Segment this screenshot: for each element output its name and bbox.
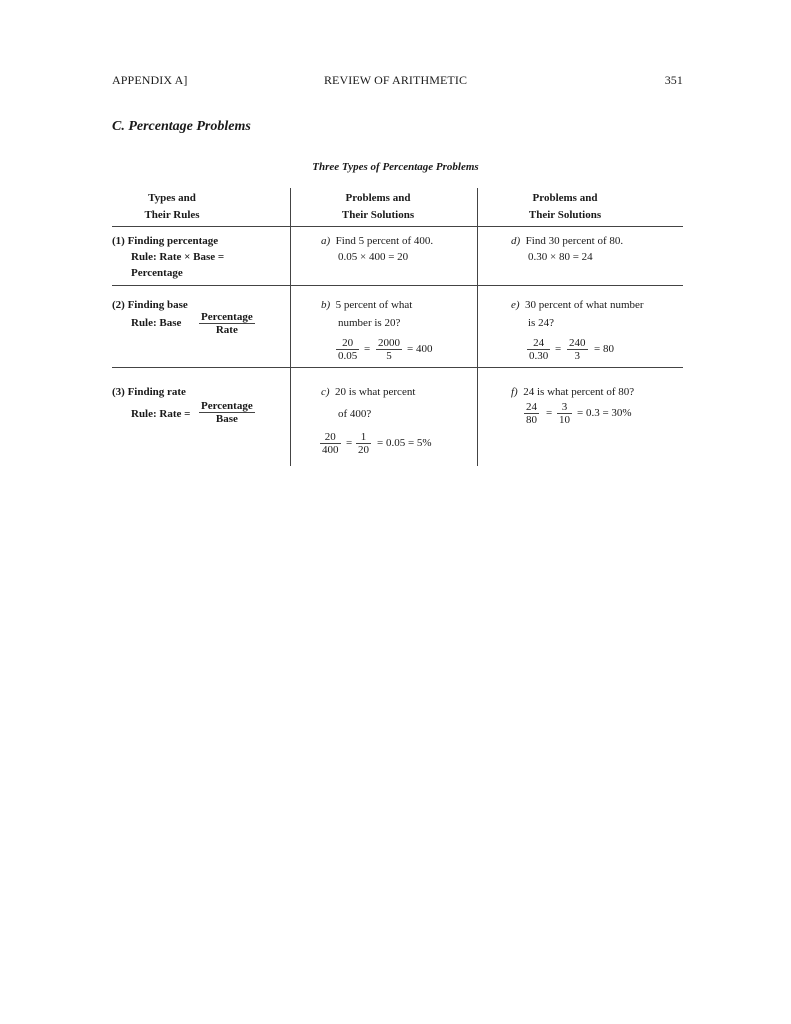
- problem-f-label: f): [511, 386, 518, 398]
- col1-head-line2: Their Rules: [144, 209, 200, 221]
- col3-head-line1: Problems and: [532, 192, 598, 204]
- problem-b-text2: number is 20?: [338, 317, 401, 329]
- problem-c-fraction1: [320, 431, 341, 456]
- problem-e-fraction1: [527, 337, 550, 362]
- problem-c-fraction2: [356, 431, 371, 456]
- fraction-denominator: 0.05: [338, 350, 358, 362]
- col3-head-line2: Their Solutions: [528, 209, 602, 221]
- row1-rule: Rule: Rate × Base =: [131, 251, 225, 263]
- row3-rule: Rule: Rate =: [131, 408, 191, 420]
- fraction-denominator: 3: [574, 350, 580, 362]
- equals-sign: =: [546, 407, 553, 419]
- fraction-denominator: 80: [526, 414, 537, 426]
- problem-a-label: a): [321, 235, 331, 247]
- equals-sign: =: [364, 343, 371, 355]
- problem-c-text2: of 400?: [338, 408, 372, 420]
- fraction-numerator: 2000: [378, 337, 400, 349]
- row1-type: (1) Finding percentage: [112, 235, 219, 247]
- row2-rule-denominator: Rate: [215, 324, 238, 336]
- problem-f-result: = 0.3 = 30%: [577, 407, 632, 419]
- fraction-denominator: 400: [322, 444, 339, 456]
- row2-type: (2) Finding base: [112, 299, 188, 311]
- problem-f-text: 24 is what percent of 80?: [523, 386, 635, 398]
- fraction-denominator: 0.30: [529, 350, 549, 362]
- column-divider-1: [290, 188, 291, 466]
- header-rule: [112, 226, 683, 227]
- fraction-numerator: 3: [557, 401, 572, 414]
- problem-d-text: Find 30 percent of 80.: [525, 235, 624, 247]
- fraction-denominator: 10: [559, 414, 570, 426]
- equals-sign: =: [555, 343, 562, 355]
- row2-rule-numerator: Percentage: [201, 311, 253, 323]
- column-divider-2: [477, 188, 478, 466]
- row-rule-2: [112, 367, 683, 368]
- running-header-left: APPENDIX A]: [112, 73, 188, 87]
- problem-e-result: = 80: [594, 343, 614, 355]
- problem-f-fraction2: [557, 401, 572, 426]
- row2-rule-fraction: [199, 311, 255, 336]
- problem-d-solution: 0.30 × 80 = 24: [528, 251, 593, 263]
- problem-e-text2: is 24?: [528, 317, 554, 329]
- problem-b-fraction1: [336, 337, 359, 362]
- fraction-numerator: 24: [527, 337, 550, 350]
- problem-c-text1: 20 is what percent: [335, 386, 416, 398]
- row3-type: (3) Finding rate: [112, 386, 186, 398]
- page-number: 351: [664, 73, 683, 87]
- problem-a-solution: 0.05 × 400 = 20: [338, 251, 409, 263]
- problem-e-label: e): [511, 299, 520, 311]
- row1-rule-cont: Percentage: [131, 267, 183, 279]
- fraction-numerator: 240: [569, 337, 586, 349]
- fraction-numerator: 1: [356, 431, 371, 444]
- problem-b-fraction2: [376, 337, 402, 362]
- problem-e-fraction2: [567, 337, 588, 362]
- problem-b-text1: 5 percent of what: [335, 299, 413, 311]
- equals-sign: =: [346, 437, 353, 449]
- problem-e-text1: 30 percent of what number: [525, 299, 644, 311]
- fraction-denominator: 5: [386, 350, 392, 362]
- problem-b-result: = 400: [407, 343, 433, 355]
- problem-a-text: Find 5 percent of 400.: [335, 235, 434, 247]
- problem-b-label: b): [321, 299, 331, 311]
- section-title: C. Percentage Problems: [112, 119, 251, 134]
- col2-head-line1: Problems and: [345, 192, 411, 204]
- row3-rule-denominator: Base: [215, 413, 238, 425]
- fraction-denominator: 20: [358, 444, 369, 456]
- running-header-title: REVIEW OF ARITHMETIC: [323, 73, 468, 87]
- fraction-numerator: 24: [526, 401, 537, 413]
- fraction-numerator: 20: [336, 337, 359, 350]
- problem-f-fraction1: [524, 401, 539, 426]
- problem-c-result: = 0.05 = 5%: [377, 437, 432, 449]
- row3-rule-fraction: [199, 400, 255, 425]
- row2-rule: Rule: Base: [131, 317, 182, 329]
- row-rule-1: [112, 285, 683, 286]
- row3-rule-numerator: Percentage: [201, 400, 253, 412]
- col1-head-line1: Types and: [148, 192, 196, 204]
- col2-head-line2: Their Solutions: [341, 209, 415, 221]
- table-title: Three Types of Percentage Problems: [312, 161, 479, 173]
- fraction-numerator: 20: [320, 431, 341, 444]
- problem-d-label: d): [511, 235, 521, 247]
- problem-c-label: c): [321, 386, 330, 398]
